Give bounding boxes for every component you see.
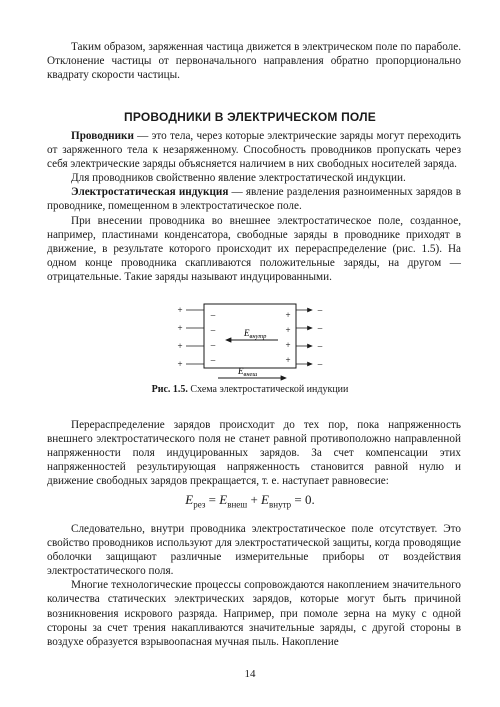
plus-sign: +: [285, 355, 291, 365]
conductors-term: Проводники: [71, 130, 134, 142]
induction-detail-paragraph: При внесении проводника во внешнее электростатическое поле, созданное, например, пластинами конденсатора, свободные заряды в проводнике приходят в движение, в результате которого происходит их перераспределение (рис. 1.5). На одном конце проводника скапливаются положительные заряды, на другом — отрицательные. Такие заряды называют индуцированными.: [47, 214, 461, 283]
plus-sign: +: [177, 323, 183, 333]
induction-term: Электростатическая индукция: [71, 186, 229, 199]
minus-sign: –: [317, 341, 323, 351]
plus-sign: +: [285, 310, 291, 320]
caption-text: Схема электростатической индукции: [187, 384, 349, 395]
minus-sign: –: [317, 305, 323, 315]
inner-field-label: $E_{внутр}$: [244, 328, 267, 340]
plus-sign: +: [285, 340, 291, 350]
minus-sign: –: [317, 323, 323, 333]
equilibrium-formula: $E_{рез} = E_{внеш} + E_{внутр} = 0$.: [185, 492, 315, 510]
induction-definition-paragraph: [47, 185, 461, 213]
induction-diagram: [0, 300, 500, 382]
minus-sign: –: [210, 310, 216, 320]
body-block-1: [47, 129, 461, 284]
outer-field-label: $E_{внеш}$: [238, 366, 258, 378]
intro-paragraph: Таким образом, заряженная частица движется в электрическом поле по параболе. Отклонение частицы от первоначального направления обратно пропорционально квадрату скорости частицы.: [47, 41, 461, 82]
redistribution-paragraph: Перераспределение зарядов происходит до тех пор, пока напряженность внешнего электростатического поля не станет равной противоположно направленной напряженности поля индуцированных зарядов. За счет компенсации этих напряженностей результирующая напряженность становится равной нулю и движение свободных зарядов прекращается, т. е. наступает равновесие:: [47, 419, 461, 488]
caption-number: Рис. 1.5.: [151, 384, 188, 395]
induction-text: — явление разделения разноименных зарядов в проводнике, помещенном в электростатическое поле.: [47, 186, 461, 213]
minus-sign: –: [210, 340, 216, 350]
plus-sign: +: [177, 359, 183, 369]
plus-sign: +: [177, 341, 183, 351]
intro-block: [47, 40, 461, 82]
page-number: 14: [244, 668, 256, 680]
body-block-2: [47, 418, 461, 488]
section-title: ПРОВОДНИКИ В ЭЛЕКТРИЧЕСКОМ ПОЛЕ: [124, 110, 376, 124]
body-block-3: [47, 522, 461, 649]
minus-sign: –: [210, 355, 216, 365]
minus-sign: –: [210, 325, 216, 335]
conductors-text: — это тела, через которые электрические заряды могут переходить от заряженного тела к незаряженному. Способность проводников пропускать через себя электрические заряды объясняется наличием в них свободных носителей заряда.: [47, 130, 461, 171]
figure-caption: [0, 384, 500, 395]
plus-sign: +: [285, 325, 291, 335]
conclusion-paragraph: Следовательно, внутри проводника электростатическое поле отсутствует. Это свойство проводников используют для электростатической защиты, когда проводящие оболочки защищают различные измерительные приборы от воздействия электростатического поля.: [47, 523, 461, 578]
induction-intro-paragraph: Для проводников свойственно явление электростатической индукции.: [71, 172, 406, 185]
plus-sign: +: [177, 305, 183, 315]
minus-sign: –: [317, 359, 323, 369]
technology-paragraph: Многие технологические процессы сопровождаются накоплением значительного количества статических электрических зарядов, которые могут быть причиной возникновения искрового разряда. Например, при помоле зерна на муку с одной стороны за счет трения накапливаются значительные заряды, с другой стороны в воздухе образуется взрывоопасная мучная пыль. Накопление: [47, 579, 461, 648]
conductors-paragraph: [47, 129, 461, 171]
